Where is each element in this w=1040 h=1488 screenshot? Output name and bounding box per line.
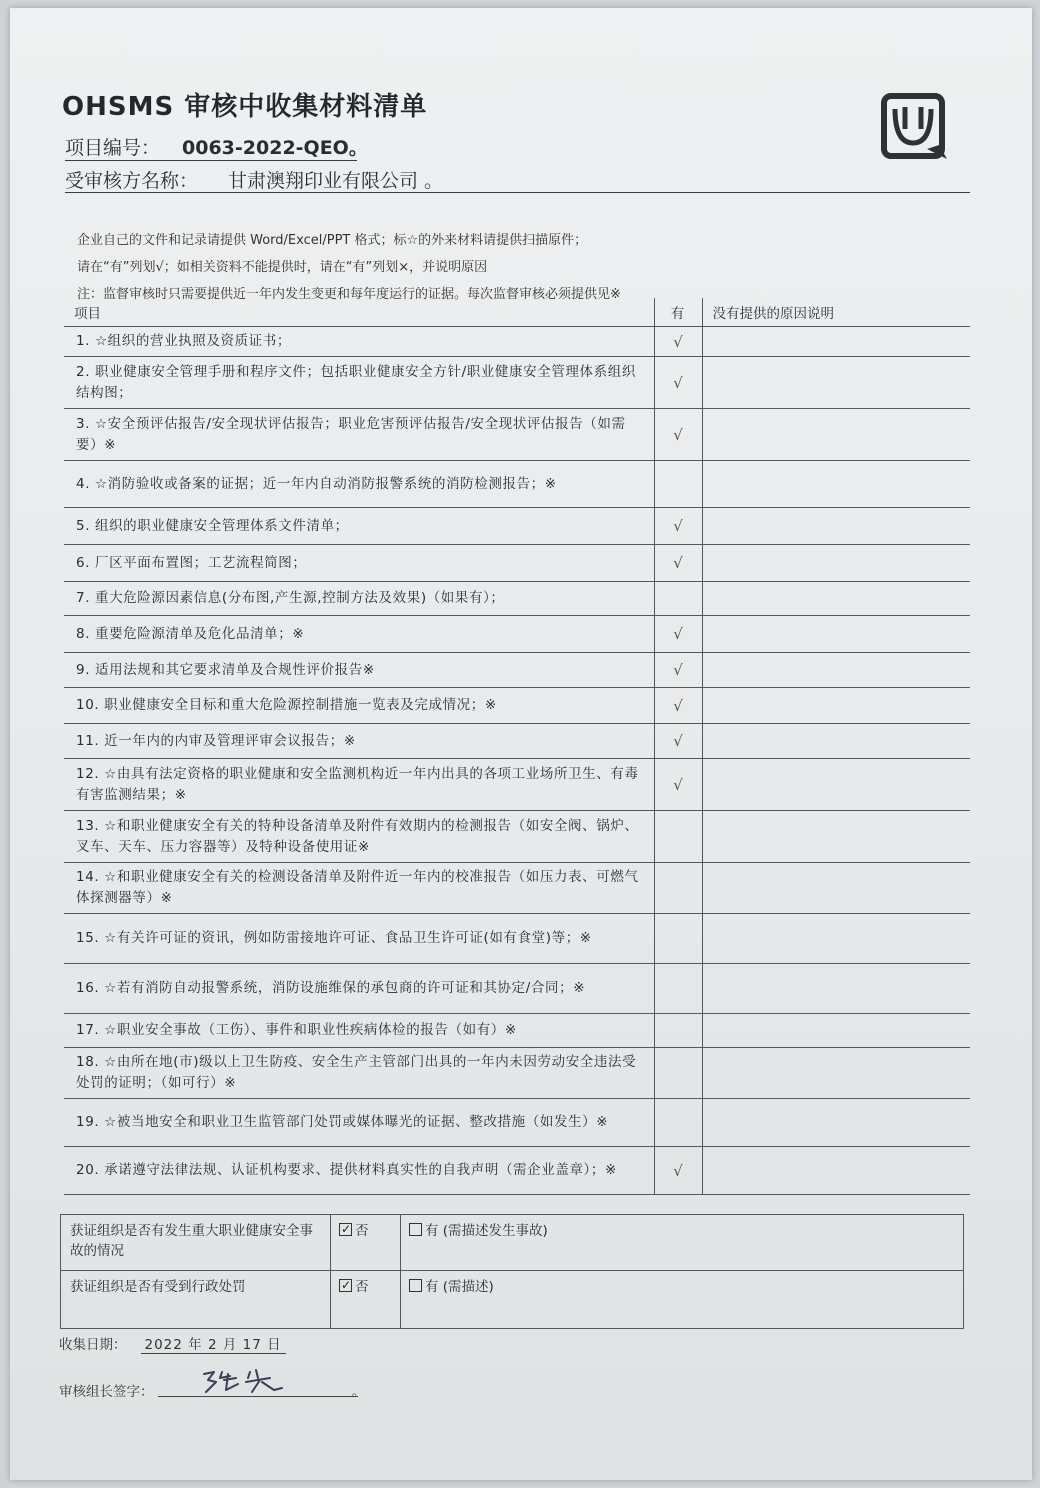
checklist-reason — [702, 653, 970, 688]
table-row — [64, 964, 970, 1014]
status-no-option[interactable] — [331, 1271, 401, 1329]
checklist-item-text: 9. 适用法规和其它要求清单及合规性评价报告※ — [64, 653, 654, 688]
materials-checklist-table — [64, 298, 970, 1195]
checklist-item-text: 18. ☆由所在地(市)级以上卫生防疫、安全生产主管部门出具的一年内未因劳动安全违法受处罚的证明；（如可行）※ — [64, 1048, 654, 1099]
note-line-1: 企业自己的文件和记录请提供 Word/Excel/PPT 格式；标☆的外来材料请提供扫描原件； — [77, 233, 588, 248]
collection-date-label: 收集日期： — [59, 1337, 127, 1353]
checklist-item-text: 8. 重要危险源清单及危化品清单；※ — [64, 616, 654, 653]
project-underline — [65, 160, 357, 161]
auditee-name — [65, 166, 443, 193]
checklist-have-mark: √ — [654, 508, 702, 545]
checklist-reason — [702, 688, 970, 724]
project-number-label: 项目编号： — [65, 137, 161, 159]
table-row — [64, 1147, 970, 1195]
checklist-reason — [702, 1048, 970, 1099]
table-row — [64, 1014, 970, 1048]
table-row — [64, 409, 970, 461]
table-row — [64, 724, 970, 759]
checklist-item-text: 2. 职业健康安全管理手册和程序文件；包括职业健康安全方针/职业健康安全管理体系组织结构图； — [64, 357, 654, 409]
table-row — [64, 759, 970, 811]
table-row — [64, 1048, 970, 1099]
checkbox-icon[interactable] — [409, 1223, 422, 1236]
table-row — [64, 863, 970, 914]
collection-date-value: 2022 年 2 月 17 日 — [141, 1337, 286, 1354]
table-row — [64, 688, 970, 724]
checklist-have-mark: √ — [654, 357, 702, 409]
status-yes-label: 有 (需描述) — [425, 1279, 494, 1295]
checklist-reason — [702, 1147, 970, 1195]
checklist-reason — [702, 508, 970, 545]
checklist-reason — [702, 759, 970, 811]
table-row — [64, 357, 970, 409]
checklist-reason — [702, 409, 970, 461]
checklist-reason — [702, 811, 970, 863]
auditee-value: 甘肃澳翔印业有限公司 。 — [228, 170, 444, 192]
checklist-item-text: 7. 重大危险源因素信息(分布图,产生源,控制方法及效果)（如果有）； — [64, 582, 654, 616]
checklist-have-mark — [654, 582, 702, 616]
checklist-have-mark: √ — [654, 724, 702, 759]
table-row — [64, 461, 970, 508]
note-line-3: 注：监督审核时只需要提供近一年内发生变更和每年度运行的证据。每次监督审核必须提供见※ — [77, 287, 621, 302]
checklist-have-mark — [654, 1014, 702, 1048]
note-line-2: 请在“有”列划√；如相关资料不能提供时，请在“有”列划×，并说明原因 — [77, 260, 488, 275]
header-item: 项目 — [64, 298, 654, 327]
table-row — [64, 811, 970, 863]
status-yes-label: 有 (需描述发生事故) — [425, 1223, 548, 1239]
status-yes-option[interactable] — [401, 1215, 964, 1271]
checklist-item-text: 16. ☆若有消防自动报警系统，消防设施维保的承包商的许可证和其协定/合同；※ — [64, 964, 654, 1014]
checklist-reason — [702, 616, 970, 653]
project-number — [65, 133, 368, 160]
table-row — [64, 616, 970, 653]
header-divider — [65, 192, 970, 193]
checklist-item-text: 1. ☆组织的营业执照及资质证书； — [64, 327, 654, 357]
document-title: OHSMS 审核中收集材料清单 — [62, 92, 428, 122]
status-row — [61, 1271, 964, 1329]
status-no-label: 否 — [355, 1279, 369, 1295]
incident-status-table — [60, 1214, 964, 1329]
checklist-reason — [702, 914, 970, 964]
table-row — [64, 582, 970, 616]
checklist-have-mark: √ — [654, 1147, 702, 1195]
header-reason: 没有提供的原因说明 — [702, 298, 970, 327]
signature-underline — [158, 1396, 358, 1397]
checklist-item-text: 15. ☆有关许可证的资讯，例如防雷接地许可证、食品卫生许可证(如有食堂)等；※ — [64, 914, 654, 964]
checklist-item-text: 19. ☆被当地安全和职业卫生监管部门处罚或媒体曝光的证据、整改措施（如发生）※ — [64, 1099, 654, 1147]
status-row — [61, 1215, 964, 1271]
checklist-have-mark: √ — [654, 409, 702, 461]
checklist-have-mark: √ — [654, 653, 702, 688]
checkbox-icon[interactable] — [409, 1279, 422, 1292]
checklist-reason — [702, 357, 970, 409]
checklist-reason — [702, 964, 970, 1014]
checkbox-icon[interactable] — [339, 1223, 352, 1236]
checklist-reason — [702, 863, 970, 914]
checklist-have-mark: √ — [654, 616, 702, 653]
collection-date — [59, 1333, 286, 1353]
auditee-label: 受审核方名称： — [65, 170, 199, 192]
status-question: 获证组织是否有发生重大职业健康安全事故的情况 — [61, 1215, 331, 1271]
checklist-reason — [702, 327, 970, 357]
checklist-item-text: 14. ☆和职业健康安全有关的检测设备清单及附件近一年内的校准报告（如压力表、可燃气体探测器等）※ — [64, 863, 654, 914]
table-row — [64, 653, 970, 688]
table-row — [64, 545, 970, 582]
checklist-have-mark — [654, 461, 702, 508]
checklist-have-mark: √ — [654, 327, 702, 357]
table-header-row — [64, 298, 970, 327]
checklist-have-mark: √ — [654, 688, 702, 724]
checklist-item-text: 20. 承诺遵守法律法规、认证机构要求、提供材料真实性的自我声明（需企业盖章）；※ — [64, 1147, 654, 1195]
checklist-item-text: 17. ☆职业安全事故（工伤）、事件和职业性疾病体检的报告（如有）※ — [64, 1014, 654, 1048]
checklist-have-mark — [654, 1099, 702, 1147]
checklist-reason — [702, 461, 970, 508]
table-row — [64, 1099, 970, 1147]
checklist-item-text: 13. ☆和职业健康安全有关的特种设备清单及附件有效期内的检测报告（如安全阀、锅炉、叉车、天车、压力容器等）及特种设备使用证※ — [64, 811, 654, 863]
checklist-item-text: 11. 近一年内的内审及管理评审会议报告；※ — [64, 724, 654, 759]
header-have: 有 — [654, 298, 702, 327]
checklist-reason — [702, 545, 970, 582]
status-no-label: 否 — [355, 1223, 369, 1239]
table-row — [64, 914, 970, 964]
status-question: 获证组织是否有受到行政处罚 — [61, 1271, 331, 1329]
table-row — [64, 508, 970, 545]
document-page — [10, 8, 1032, 1480]
checklist-have-mark — [654, 914, 702, 964]
checklist-item-text: 4. ☆消防验收或备案的证据；近一年内自动消防报警系统的消防检测报告；※ — [64, 461, 654, 508]
signature-label: 审核组长签字： — [59, 1384, 147, 1400]
checklist-item-text: 5. 组织的职业健康安全管理体系文件清单； — [64, 508, 654, 545]
handwritten-signature-icon — [200, 1366, 290, 1396]
checklist-reason — [702, 1099, 970, 1147]
checklist-item-text: 12. ☆由具有法定资格的职业健康和安全监测机构近一年内出具的各项工业场所卫生、有毒有害监测结果；※ — [64, 759, 654, 811]
checkbox-icon[interactable] — [339, 1279, 352, 1292]
certification-logo-icon — [881, 93, 949, 163]
checklist-item-text: 6. 厂区平面布置图；工艺流程简图； — [64, 545, 654, 582]
checklist-have-mark — [654, 811, 702, 863]
checklist-item-text: 10. 职业健康安全目标和重大危险源控制措施一览表及完成情况；※ — [64, 688, 654, 724]
signature-end: 。 — [351, 1384, 366, 1400]
project-number-value: 0063-2022-QEO。 — [182, 137, 368, 159]
checklist-reason — [702, 1014, 970, 1048]
checklist-have-mark — [654, 863, 702, 914]
status-yes-option[interactable] — [401, 1271, 964, 1329]
checklist-reason — [702, 582, 970, 616]
table-row — [64, 327, 970, 357]
checklist-have-mark: √ — [654, 545, 702, 582]
status-no-option[interactable] — [331, 1215, 401, 1271]
checklist-have-mark — [654, 964, 702, 1014]
checklist-have-mark: √ — [654, 759, 702, 811]
checklist-have-mark — [654, 1048, 702, 1099]
checklist-item-text: 3. ☆安全预评估报告/安全现状评估报告；职业危害预评估报告/安全现状评估报告（如需要）※ — [64, 409, 654, 461]
checklist-reason — [702, 724, 970, 759]
